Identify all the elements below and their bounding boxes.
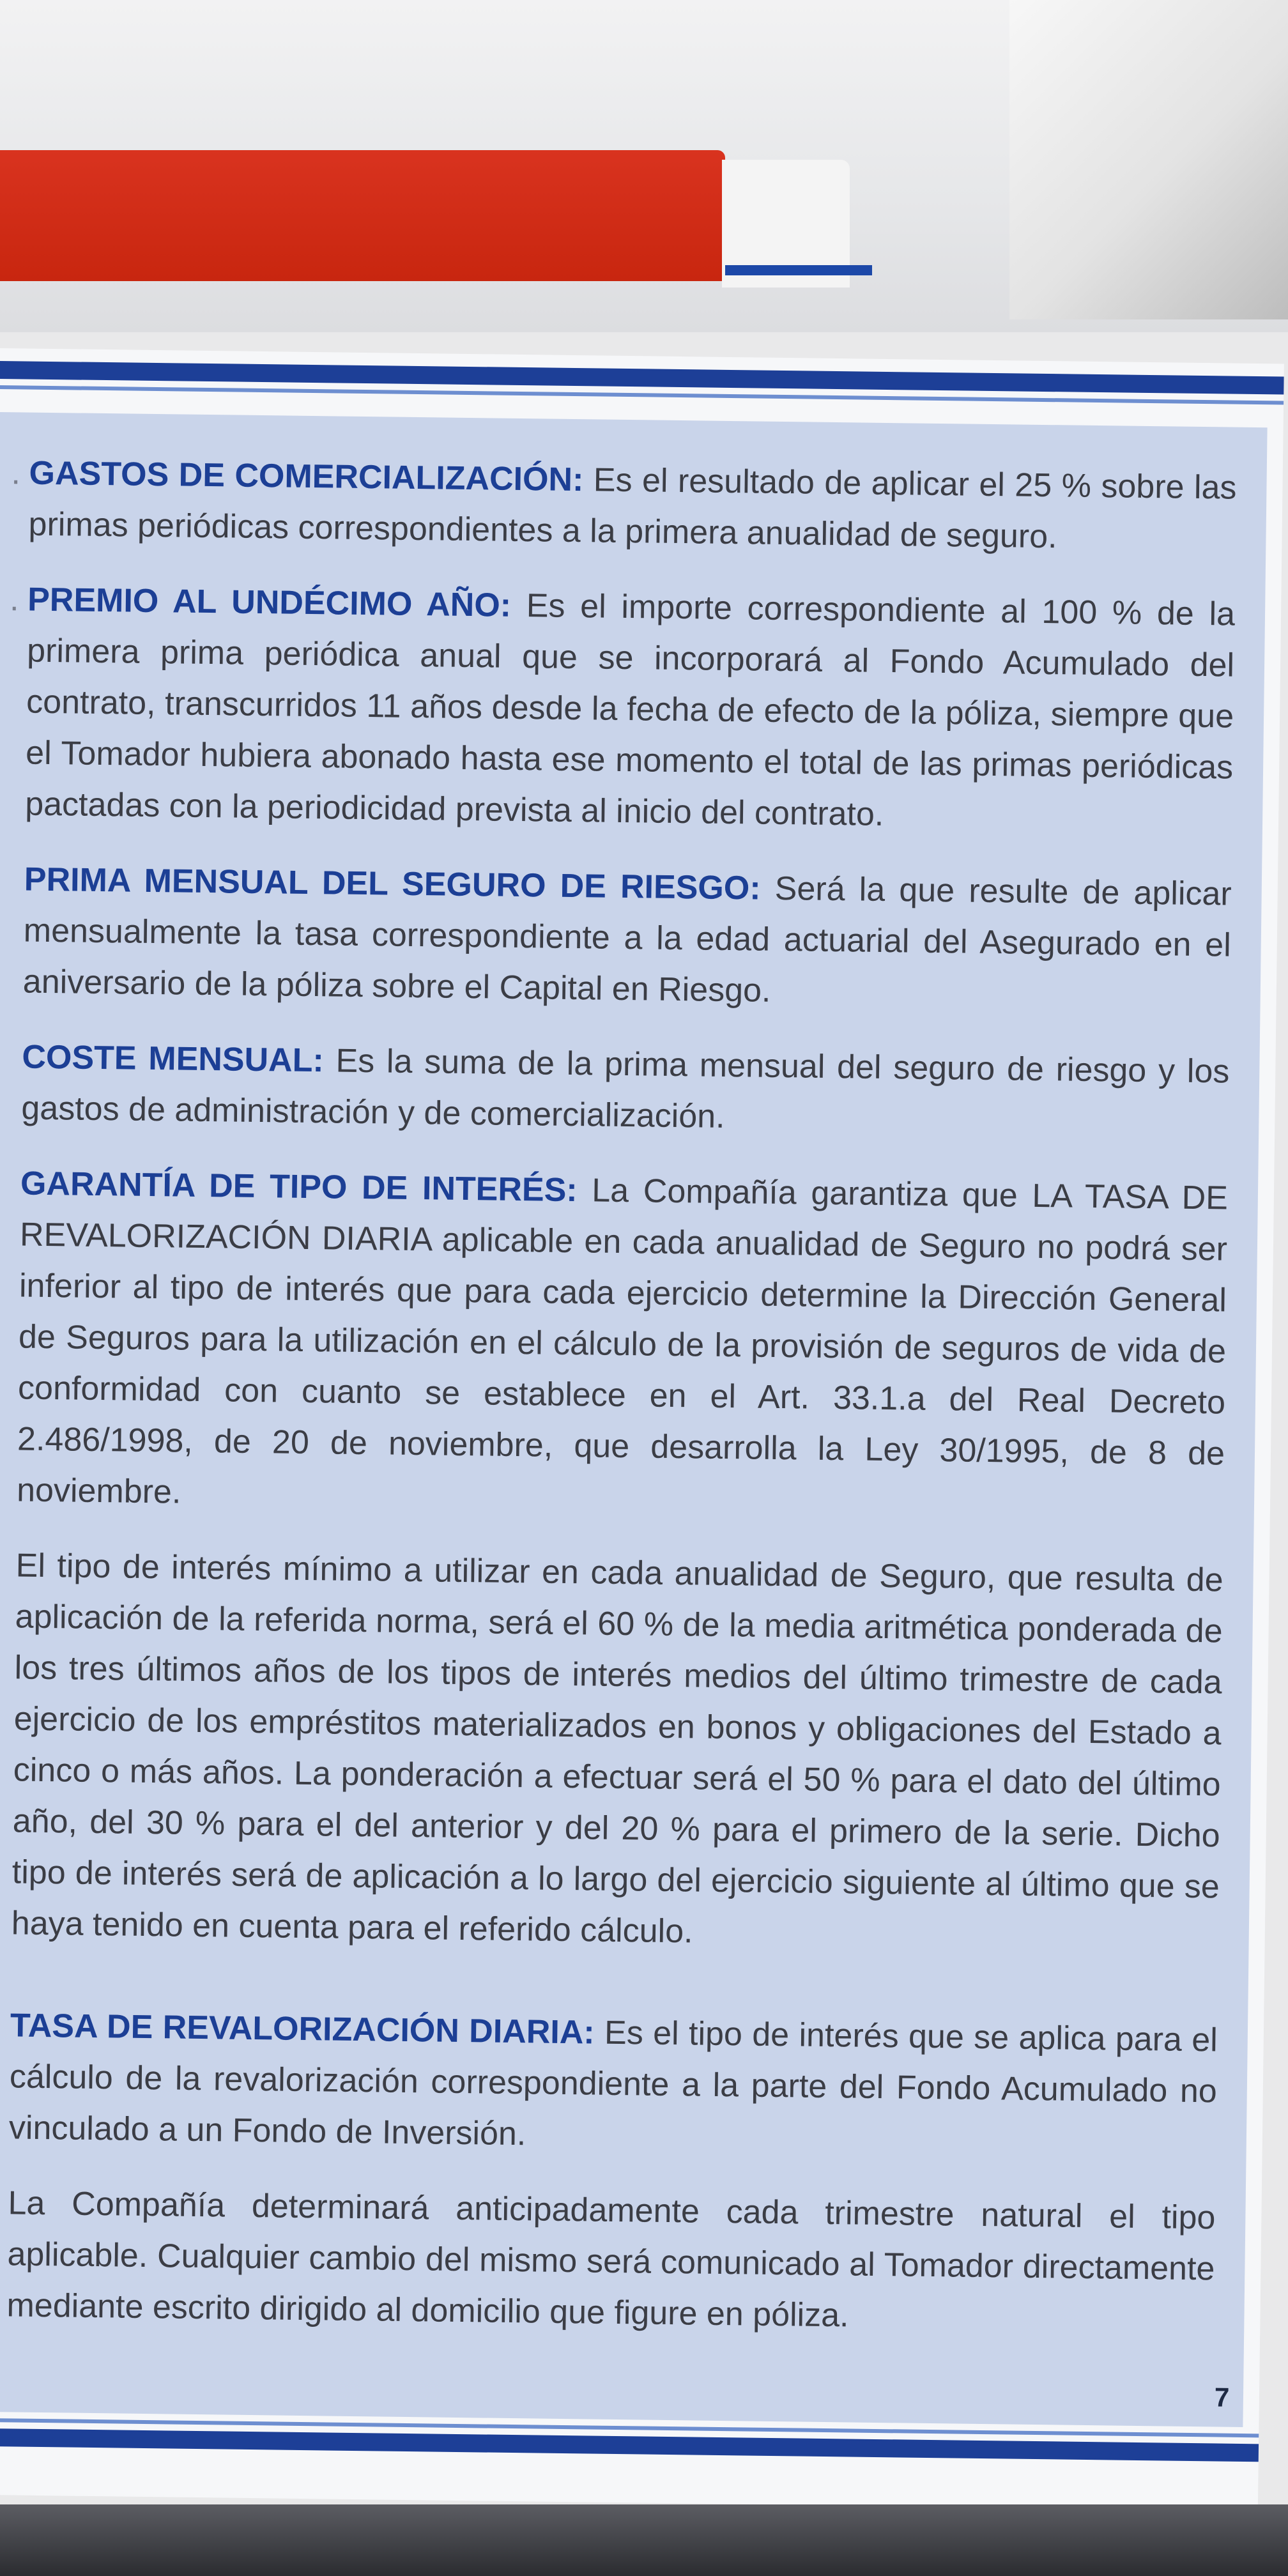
section-term: COSTE MENSUAL:: [22, 1038, 325, 1080]
section-tipo-minimo: [11, 1540, 1223, 1963]
document-body: [6, 448, 1237, 2370]
section-tasa-revalorizacion: [8, 2000, 1218, 2168]
section-determinacion: [6, 2177, 1216, 2345]
section-coste-mensual: [21, 1032, 1230, 1149]
bullet-mark: .: [11, 454, 21, 492]
section-text: La Compañía determinará anticipadamente cada trimestre natural el tipo aplicable. Cualquier cambio del mismo será comunicado al Tomador directamente mediante escrito dirigido al domicilio que figure en póliza.: [6, 2184, 1216, 2334]
section-term: PRIMA MENSUAL DEL SEGURO DE RIESGO:: [24, 861, 761, 907]
background-bottom: [0, 2504, 1288, 2576]
section-term: GASTOS DE COMERCIALIZACIÓN:: [29, 454, 584, 499]
section-text: Será la que resulte de aplicar mensualmente la tasa correspondiente a la edad actuarial del Asegurado en el aniversario de la póliza sobre el Capital en Riesgo.: [22, 870, 1232, 1009]
section-text: El tipo de interés mínimo a utilizar en cada anualidad de Seguro, que resulta de aplicación de la referida norma, será el 60 % de la media aritmética ponderada de los tres últimos años de los tipos de interés medios del último trimestre de cada ejercicio de los empréstitos materializados en bonos y obligaciones del Estado a cinco o más años. La ponderación a efectuar será el 50 % para el dato del último año, del 30 % para el del anterior y del 20 % para el primero de la serie. Dicho tipo de interés será de aplicación a lo largo del ejercicio siguiente al último que se haya tenido en cuenta para el referido cálculo.: [11, 1547, 1223, 1951]
section-prima-mensual: [22, 854, 1232, 1022]
section-term: GARANTÍA DE TIPO DE INTERÉS:: [20, 1165, 578, 1209]
section-text: Es el resultado de aplicar el 25 % sobre las primas periódicas correspondientes a la primera anualidad de seguro.: [28, 461, 1237, 556]
section-text: Es el importe correspondiente al 100 % de la primera prima periódica anual que se incorporará al Fondo Acumulado del contrato, transcurridos 11 años desde la fecha de efecto de la póliza, siempre que el Tomador hubiera abonado hasta ese momento el total de las primas periódicas pactadas con la periodicidad prevista al inicio del contrato.: [24, 586, 1236, 833]
section-text: La Compañía garantiza que LA TASA DE REVALORIZACIÓN DIARIA aplicable en cada anualidad de Seguro no podrá ser inferior al tipo de interés que para cada ejercicio determine la Dirección General de Seguros para la utilización en el cálculo de la provisión de seguros de vida de conformidad con cuanto se establece en el Art. 33.1.a del Real Decreto 2.486/1998, de 20 de noviembre, que desarrolla la Ley 30/1995, de 8 de noviembre.: [16, 1172, 1229, 1511]
section-premio: [9, 574, 1236, 845]
section-text: Es el tipo de interés que se aplica para el cálculo de la revalorización correspondiente a la parte del Fondo Acumulado no vinculado a un Fondo de Inversión.: [8, 2014, 1218, 2153]
document-page: [0, 348, 1284, 2510]
section-garantia: [17, 1158, 1229, 1530]
blue-tab-strip: [725, 265, 872, 275]
bullet-mark: .: [9, 581, 20, 618]
section-gastos: [11, 448, 1237, 565]
background-corner: [1009, 0, 1288, 319]
section-term: TASA DE REVALORIZACIÓN DIARIA:: [10, 2007, 595, 2051]
page-number: 7: [1214, 2382, 1230, 2412]
section-term: PREMIO AL UNDÉCIMO AÑO:: [27, 581, 512, 624]
section-text: Es la suma de la prima mensual del seguro de riesgo y los gastos de administración y de comercialización.: [21, 1042, 1230, 1135]
red-folder-tab: [0, 150, 725, 281]
